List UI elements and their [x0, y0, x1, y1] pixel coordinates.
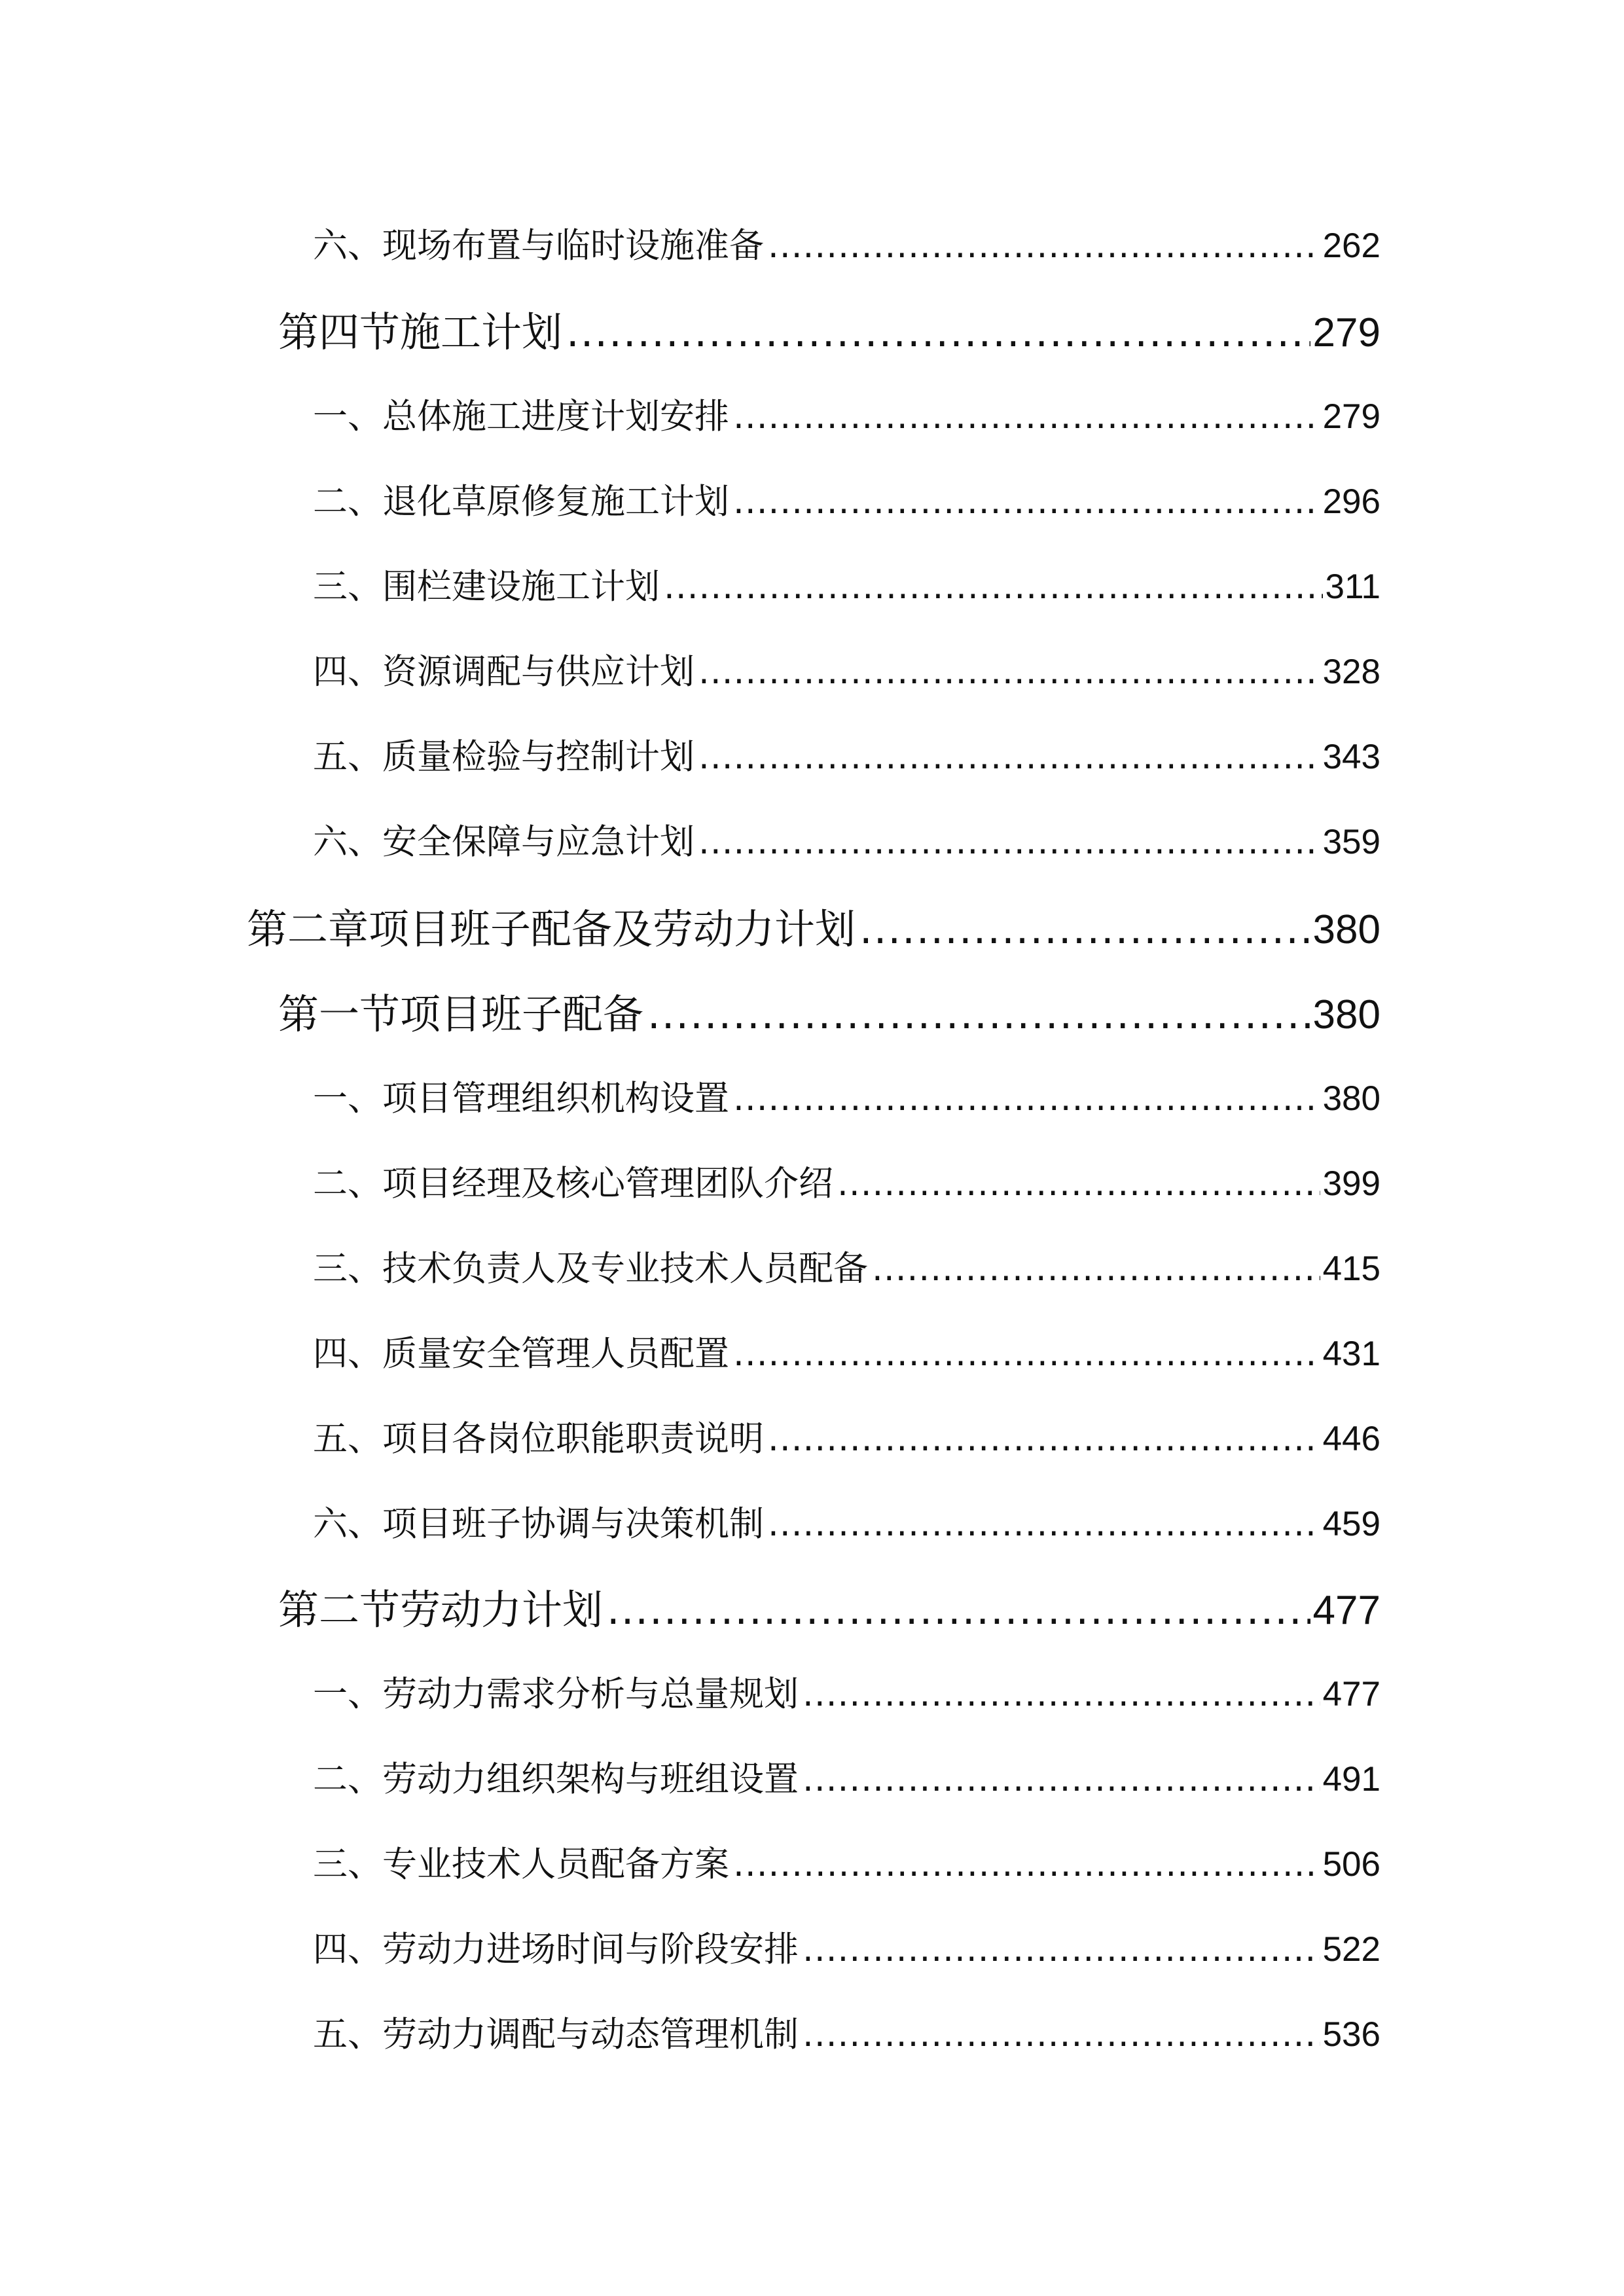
toc-entry-page: 296 [1322, 482, 1380, 521]
dot-leader [803, 1929, 1320, 1969]
dot-leader [859, 905, 1310, 953]
toc-entry[interactable] [278, 982, 1380, 1040]
dot-leader [733, 1334, 1320, 1374]
toc-entry-page: 506 [1322, 1845, 1380, 1884]
toc-entry-title: 四、质量安全管理人员配置 [313, 1334, 729, 1374]
toc-entry[interactable] [247, 897, 1380, 955]
toc-entry[interactable] [313, 1326, 1380, 1376]
toc-entry-page: 279 [1312, 310, 1380, 355]
toc-entry-title: 六、现场布置与临时设施准备 [313, 226, 764, 266]
dot-leader [733, 397, 1320, 437]
toc-entry-page: 536 [1322, 2015, 1380, 2054]
toc-entry[interactable] [313, 644, 1380, 694]
toc-entry-page: 415 [1322, 1249, 1380, 1288]
toc-entry-title: 第一节项目班子配备 [278, 990, 644, 1038]
toc-entry-title: 第二节劳动力计划 [278, 1586, 604, 1634]
toc-entry-page: 311 [1325, 567, 1380, 606]
toc-entry-page: 328 [1322, 653, 1380, 691]
dot-leader [768, 1504, 1320, 1544]
toc-entry-page: 522 [1322, 1930, 1380, 1969]
toc-entry-page: 477 [1312, 1588, 1380, 1633]
toc-entry-title: 二、劳动力组织架构与班组设置 [313, 1759, 799, 1799]
toc-entry-page: 446 [1322, 1420, 1380, 1458]
toc-entry-title: 五、质量检验与控制计划 [313, 737, 695, 777]
toc-entry-page: 431 [1322, 1335, 1380, 1373]
toc-entry[interactable] [313, 2007, 1380, 2056]
dot-leader [768, 226, 1320, 266]
toc-entry-title: 五、项目各岗位职能职责说明 [313, 1419, 764, 1459]
dot-leader [837, 1164, 1320, 1204]
toc-entry-title: 一、项目管理组织机构设置 [313, 1079, 729, 1119]
dot-leader [803, 2015, 1320, 2054]
toc-entry-title: 二、退化草原修复施工计划 [313, 482, 729, 522]
dot-leader [768, 1419, 1320, 1459]
dot-leader [733, 482, 1320, 522]
toc-entry[interactable] [278, 300, 1380, 358]
toc-entry[interactable] [313, 559, 1380, 609]
toc-entry-page: 380 [1312, 992, 1380, 1037]
toc-entry-title: 四、资源调配与供应计划 [313, 652, 695, 692]
toc-entry[interactable] [313, 1837, 1380, 1886]
toc-entry-title: 六、项目班子协调与决策机制 [313, 1504, 764, 1544]
toc-entry-title: 三、技术负责人及专业技术人员配备 [313, 1249, 868, 1289]
toc-entry-page: 343 [1322, 738, 1380, 776]
toc-entry[interactable] [313, 1071, 1380, 1121]
dot-leader [607, 1586, 1310, 1634]
toc-entry-page: 491 [1322, 1760, 1380, 1799]
toc-entry-page: 399 [1322, 1164, 1380, 1203]
dot-leader [733, 1079, 1320, 1119]
toc-entry-title: 三、围栏建设施工计划 [313, 567, 660, 607]
toc-entry-title: 五、劳动力调配与动态管理机制 [313, 2015, 799, 2054]
toc-entry-title: 第四节施工计划 [278, 308, 563, 356]
dot-leader [566, 308, 1310, 356]
toc-entry[interactable] [313, 1922, 1380, 1971]
toc-entry[interactable] [313, 389, 1380, 439]
toc-entry[interactable] [278, 1577, 1380, 1636]
toc-entry-title: 二、项目经理及核心管理团队介绍 [313, 1164, 833, 1204]
toc-entry[interactable] [313, 1666, 1380, 1716]
toc-entry-page: 477 [1322, 1675, 1380, 1713]
toc-entry[interactable] [313, 1411, 1380, 1461]
toc-entry[interactable] [313, 218, 1380, 268]
toc-entry-page: 459 [1322, 1505, 1380, 1543]
dot-leader [872, 1249, 1320, 1289]
dot-leader [647, 990, 1310, 1038]
toc-entry[interactable] [313, 814, 1380, 864]
toc-entry[interactable] [313, 1241, 1380, 1291]
toc-entry-title: 三、专业技术人员配备方案 [313, 1844, 729, 1884]
dot-leader [803, 1674, 1320, 1714]
toc-entry-title: 一、总体施工进度计划安排 [313, 397, 729, 437]
toc-entry-page: 380 [1322, 1079, 1380, 1118]
dot-leader [803, 1759, 1320, 1799]
dot-leader [698, 737, 1320, 777]
dot-leader [664, 567, 1323, 607]
toc-entry-page: 279 [1322, 397, 1380, 436]
toc-entry-page: 380 [1312, 907, 1380, 952]
toc-entry[interactable] [313, 729, 1380, 779]
dot-leader [698, 652, 1320, 692]
toc-entry-title: 第二章项目班子配备及劳动力计划 [247, 905, 856, 953]
toc-entry[interactable] [313, 474, 1380, 524]
toc-entry-title: 一、劳动力需求分析与总量规划 [313, 1674, 799, 1714]
toc-entry[interactable] [313, 1156, 1380, 1206]
toc-entry-page: 262 [1322, 226, 1380, 265]
toc-entry[interactable] [313, 1751, 1380, 1801]
dot-leader [733, 1844, 1320, 1884]
toc-entry-page: 359 [1322, 823, 1380, 861]
dot-leader [698, 822, 1320, 862]
toc-entry-title: 六、安全保障与应急计划 [313, 822, 695, 862]
toc-entry-title: 四、劳动力进场时间与阶段安排 [313, 1929, 799, 1969]
toc-entry[interactable] [313, 1496, 1380, 1546]
